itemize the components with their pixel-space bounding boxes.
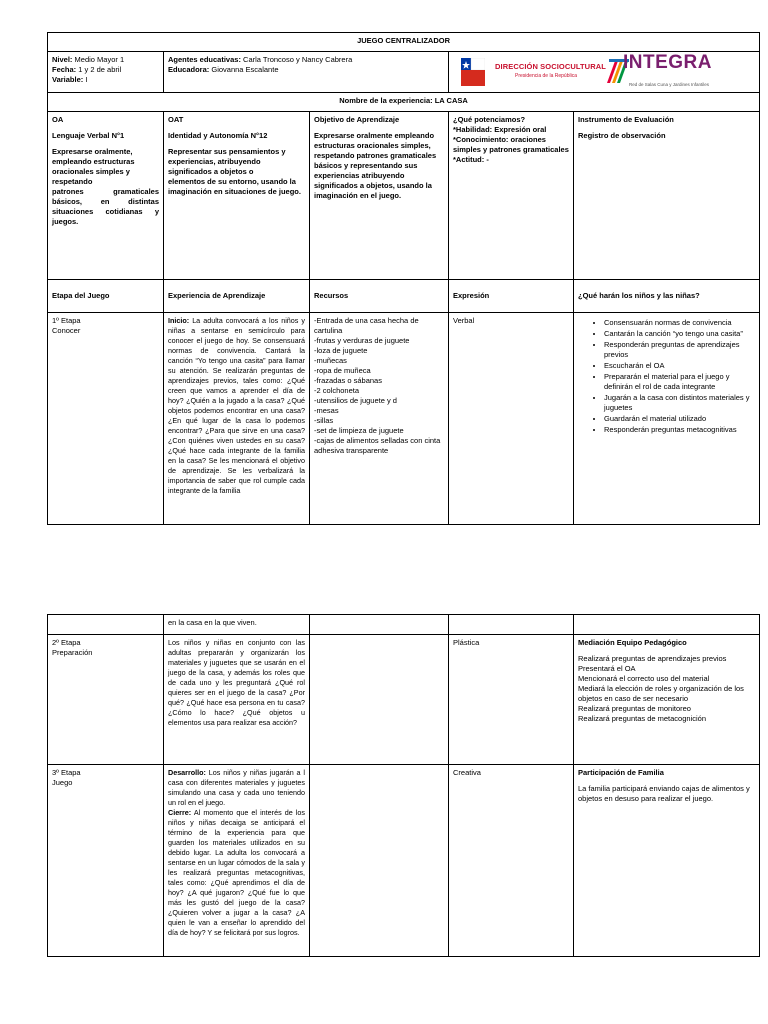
staff-info: Agentes educativas: Carla Troncoso y Nancy Cabrera Educadora: Giovanna Escalante xyxy=(164,52,449,93)
col-header-etapa: Etapa del Juego xyxy=(48,280,164,313)
oat-cell: OAT Identidad y Autonomía N°12 Representar sus pensamientos y experiencias, atribuyendo significados a objetos o elementos de su entorno, usando la imaginación en situaciones de juego. xyxy=(164,112,310,280)
col-header-haran: ¿Qué harán los niños y las niñas? xyxy=(574,280,760,313)
oa-cell: OA Lenguaje Verbal N°1 Expresarse oralmente, empleando estructuras oracionales simples y respetando patrones gramaticales básicos, en distintas situaciones cotidianas y juegos. xyxy=(48,112,164,280)
chile-government-logo-icon xyxy=(461,58,485,86)
list-item: • Responderán preguntas de aprendizajes previos xyxy=(604,340,755,360)
list-item: • Guardarán el material utilizado xyxy=(604,414,755,424)
stage2-expression: Plástica xyxy=(449,635,574,765)
stage1-resources: -Entrada de una casa hecha de cartulina -frutas y verduras de juguete -loza de juguete -muñecas -ropa de muñeca -frazadas o sábanas -2 colchoneta -utensilios de juguete y d -mesas -sillas -set de limpieza de juguete -cajas de alimentos selladas con cinta adhesiva transparente xyxy=(310,313,449,525)
list-item: • Responderán preguntas metacognitivas xyxy=(604,425,755,435)
col-header-experiencia: Experiencia de Aprendizaje xyxy=(164,280,310,313)
col-header-recursos: Recursos xyxy=(310,280,449,313)
stage2-experience: Los niños y niñas en conjunto con las adultas prepararán y organizarán los materiales y juguetes que se usarán en el juego de la casa, y además los roles que de cada uno y les preguntará ¿Qué rol quieres ser en el juego de la casa? ¿Por qué? ¿Qué hace esa persona en tu casa? ¿Cómo lo hace? ¿Qué objetos u elementos usa para realizar esa acción? xyxy=(164,635,310,765)
list-item: • Cantarán la canción “yo tengo una casita” xyxy=(604,329,755,339)
level-info: Nivel: Medio Mayor 1 Fecha: 1 y 2 de abril Variable: I xyxy=(48,52,164,93)
list-item: • Prepararán el material para el juego y definirán el rol de cada integrante xyxy=(604,372,755,392)
stage1-continuation: en la casa en la que viven. xyxy=(164,615,310,635)
stage3-etapa: 3º Etapa Juego xyxy=(48,765,164,957)
list-item: • Escucharán el OA xyxy=(604,361,755,371)
experience-name: Nombre de la experiencia: LA CASA xyxy=(48,93,760,112)
stage1-expression: Verbal xyxy=(449,313,574,525)
col-header-expresion: Expresión xyxy=(449,280,574,313)
evaluation-cell: Instrumento de Evaluación Registro de observación xyxy=(574,112,760,280)
stage3-expression: Creativa xyxy=(449,765,574,957)
stage1-etapa: 1º Etapa Conocer xyxy=(48,313,164,525)
logos: DIRECCIÓN SOCIOCULTURAL Presidencia de la República INTEGRA Red de Salas Cuna y Jardines Infantiles xyxy=(449,52,760,93)
list-item: • Jugarán a la casa con distintos materiales y juguetes xyxy=(604,393,755,413)
potenciamos-cell: ¿Qué potenciamos? *Habilidad: Expresión oral *Conocimiento: oraciones simples y patrones gramaticales *Actitud: - xyxy=(449,112,574,280)
stage2-etapa: 2º Etapa Preparación xyxy=(48,635,164,765)
document-title: JUEGO CENTRALIZADOR xyxy=(48,33,760,52)
stage2-mediation: Mediación Equipo Pedagógico Realizará preguntas de aprendizajes previos Presentará el OA Mencionará el correcto uso del material Mediará la elección de roles y organización de los objetos en caso de ser necesario Realizará preguntas de monitoreo Realizará preguntas de metacognición xyxy=(574,635,760,765)
stage1-experience: Inicio: La adulta convocará a los niños y niñas a sentarse en semicírculo para conocer el juego de hoy. Se consensuará normas de convivencia. Cantará la canción “Yo tengo una casita” para llamar su atención. Se realizarán preguntas de aprendizajes previos, tales como: ¿Qué creen que vamos a aprender el día de hoy? ¿Quién a la jugado a la casa? ¿Qué objetos podemos encontrar en una casa? ¿En qué lugar de la casa lo podemos encontrar? ¿Para que sirve en una casa? ¿Con quiénes viven ustedes en su casa? ¿Qué hace cada integrante de la familia en la casa? Se les mencionará el objetivo de aprendizaje. Se les verbalizará la importancia de saber que rol cumple cada integrante de la familia xyxy=(164,313,310,525)
integra-logo: INTEGRA xyxy=(623,52,712,73)
planning-table-page-1 xyxy=(47,32,760,525)
objective-cell: Objetivo de Aprendizaje Expresarse oralmente empleando estructuras oracionales simples, respetando patrones gramaticales básicos y representando sus experiencias atribuyendo significados a objetos, usando la imaginación en el juego. xyxy=(310,112,449,280)
stage3-experience: Desarrollo: Los niños y niñas jugarán a l casa con diferentes materiales y juguetes simulando una casa y cada uno teniendo un rol en el juego. Cierre: Al momento que el interés de los niños y niñas decaiga se anticipará el término de la experiencia para que guarden los materiales utilizados en su debido lugar. La adulta los convocará a sentarse en un lugar cómodos de la sala y les realizará preguntas metacognitivas, tales como: ¿Qué aprendimos el día de hoy? ¿A qué jugaron? ¿Qué fue lo que más les gustó del juego de la casa? ¿Quieren volver a jugar a la casa? ¿A quien le van a enseñar lo aprendido del día de hoy? Y se felicitará por sus logros. xyxy=(164,765,310,957)
planning-table-page-2 xyxy=(47,614,760,957)
stage1-what-children-do xyxy=(574,313,760,525)
stage3-family: Participación de Familia La familia participará enviando cajas de alimentos y objetos en desuso para realizar el juego. xyxy=(574,765,760,957)
list-item: • Consensuarán normas de convivencia xyxy=(604,318,755,328)
direccion-sociocultural-logo: DIRECCIÓN SOCIOCULTURAL xyxy=(495,62,606,71)
